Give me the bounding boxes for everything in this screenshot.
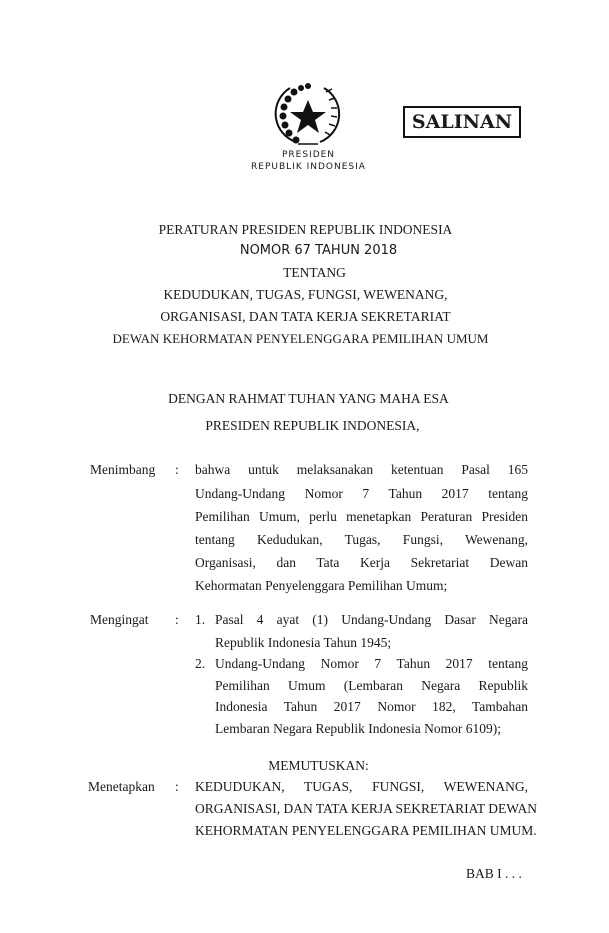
- mengingat-line: Pemilihan Umum (Lembaran Negara Republik: [215, 678, 528, 693]
- title-line-4: KEDUDUKAN, TUGAS, FUNGSI, WEWENANG,: [163, 287, 448, 302]
- menimbang-line: Pemilihan Umum, perlu menetapkan Peraturan Presiden: [195, 509, 528, 524]
- title-number: NOMOR 67 TAHUN 2018: [239, 243, 398, 258]
- menetapkan-line: ORGANISASI, DAN TATA KERJA SEKRETARIAT DEWAN: [195, 801, 538, 816]
- header-presiden: PRESIDEN: [281, 150, 336, 160]
- mengingat-line: Republik Indonesia Tahun 1945;: [215, 635, 392, 650]
- menetapkan-line: KEHORMATAN PENYELENGGARA PEMILIHAN UMUM.: [195, 823, 537, 838]
- menimbang-colon: :: [175, 462, 179, 477]
- title-line-5: ORGANISASI, DAN TATA KERJA SEKRETARIAT: [160, 309, 451, 324]
- menetapkan-label: Menetapkan: [88, 779, 155, 794]
- preamble-line-1: DENGAN RAHMAT TUHAN YANG MAHA ESA: [168, 391, 449, 406]
- preamble-line-2: PRESIDEN REPUBLIK INDONESIA,: [205, 418, 420, 433]
- menimbang-line: tentang Kedudukan, Tugas, Fungsi, Wewenang,: [195, 532, 528, 547]
- menimbang-line: Organisasi, dan Tata Kerja Sekretariat Dewan: [195, 555, 528, 570]
- mengingat-num: 1.: [195, 612, 206, 627]
- mengingat-colon: :: [175, 612, 179, 627]
- salinan-stamp: SALINAN: [403, 106, 521, 138]
- mengingat-line: Lembaran Negara Republik Indonesia Nomor 6109);: [215, 721, 502, 736]
- mengingat-line: Indonesia Tahun 2017 Nomor 182, Tambahan: [215, 699, 528, 714]
- title-line-6: DEWAN KEHORMATAN PENYELENGGARA PEMILIHAN UMUM: [112, 331, 489, 346]
- menimbang-line: Kehormatan Penyelenggara Pemilihan Umum;: [195, 578, 448, 593]
- header-republik: REPUBLIK INDONESIA: [251, 162, 366, 172]
- menetapkan-colon: :: [175, 779, 179, 794]
- menimbang-line: Undang-Undang Nomor 7 Tahun 2017 tentang: [195, 486, 528, 501]
- menetapkan-line: KEDUDUKAN, TUGAS, FUNGSI, WEWENANG,: [195, 779, 528, 794]
- next-page-footer: BAB I . . .: [466, 866, 522, 881]
- mengingat-label: Mengingat: [90, 612, 149, 627]
- mengingat-num: 2.: [195, 656, 206, 671]
- title-line-1: PERATURAN PRESIDEN REPUBLIK INDONESIA: [158, 222, 453, 237]
- mengingat-line: Undang-Undang Nomor 7 Tahun 2017 tentang: [215, 656, 528, 671]
- garuda-presidential-emblem-icon: [268, 80, 348, 150]
- menimbang-label: Menimbang: [90, 462, 156, 477]
- mengingat-line: Pasal 4 ayat (1) Undang-Undang Dasar Negara: [215, 612, 528, 627]
- menimbang-line: bahwa untuk melaksanakan ketentuan Pasal 165: [195, 462, 528, 477]
- title-tentang: TENTANG: [283, 265, 346, 280]
- memutuskan-heading: MEMUTUSKAN:: [268, 758, 369, 773]
